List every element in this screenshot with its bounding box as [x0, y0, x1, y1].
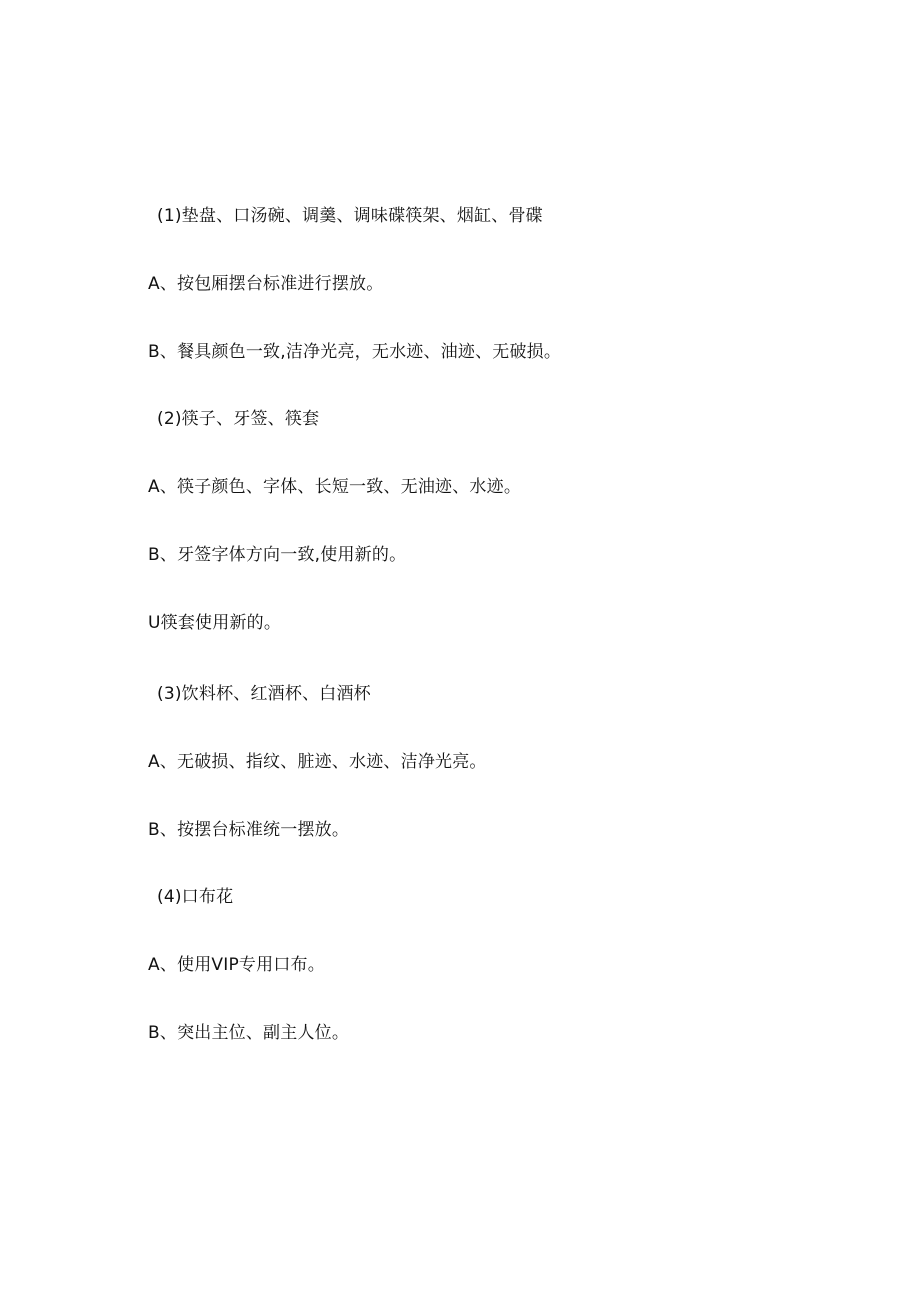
list-item: A、筷子颜色、字体、长短一致、无油迹、水迹。: [148, 477, 522, 497]
section-heading-1: (1)垫盘、口汤碗、调羹、调味碟筷架、烟缸、骨碟: [157, 206, 543, 226]
list-item: B、牙签字体方向一致,使用新的。: [148, 545, 407, 565]
list-item: A、无破损、指纹、脏迹、水迹、洁净光亮。: [148, 752, 487, 772]
section-heading-2: (2)筷子、牙签、筷套: [157, 409, 320, 429]
list-item: B、按摆台标准统一摆放。: [148, 820, 350, 840]
list-item: B、突出主位、副主人位。: [148, 1023, 350, 1043]
list-item: B、餐具颜色一致,洁净光亮，无水迹、油迹、无破损。: [148, 342, 562, 362]
list-item: A、使用VIP专用口布。: [148, 955, 325, 975]
list-item: U筷套使用新的。: [148, 613, 282, 633]
section-heading-4: (4)口布花: [157, 887, 234, 907]
section-heading-3: (3)饮料杯、红酒杯、白酒杯: [157, 684, 371, 704]
list-item: A、按包厢摆台标准进行摆放。: [148, 274, 384, 294]
